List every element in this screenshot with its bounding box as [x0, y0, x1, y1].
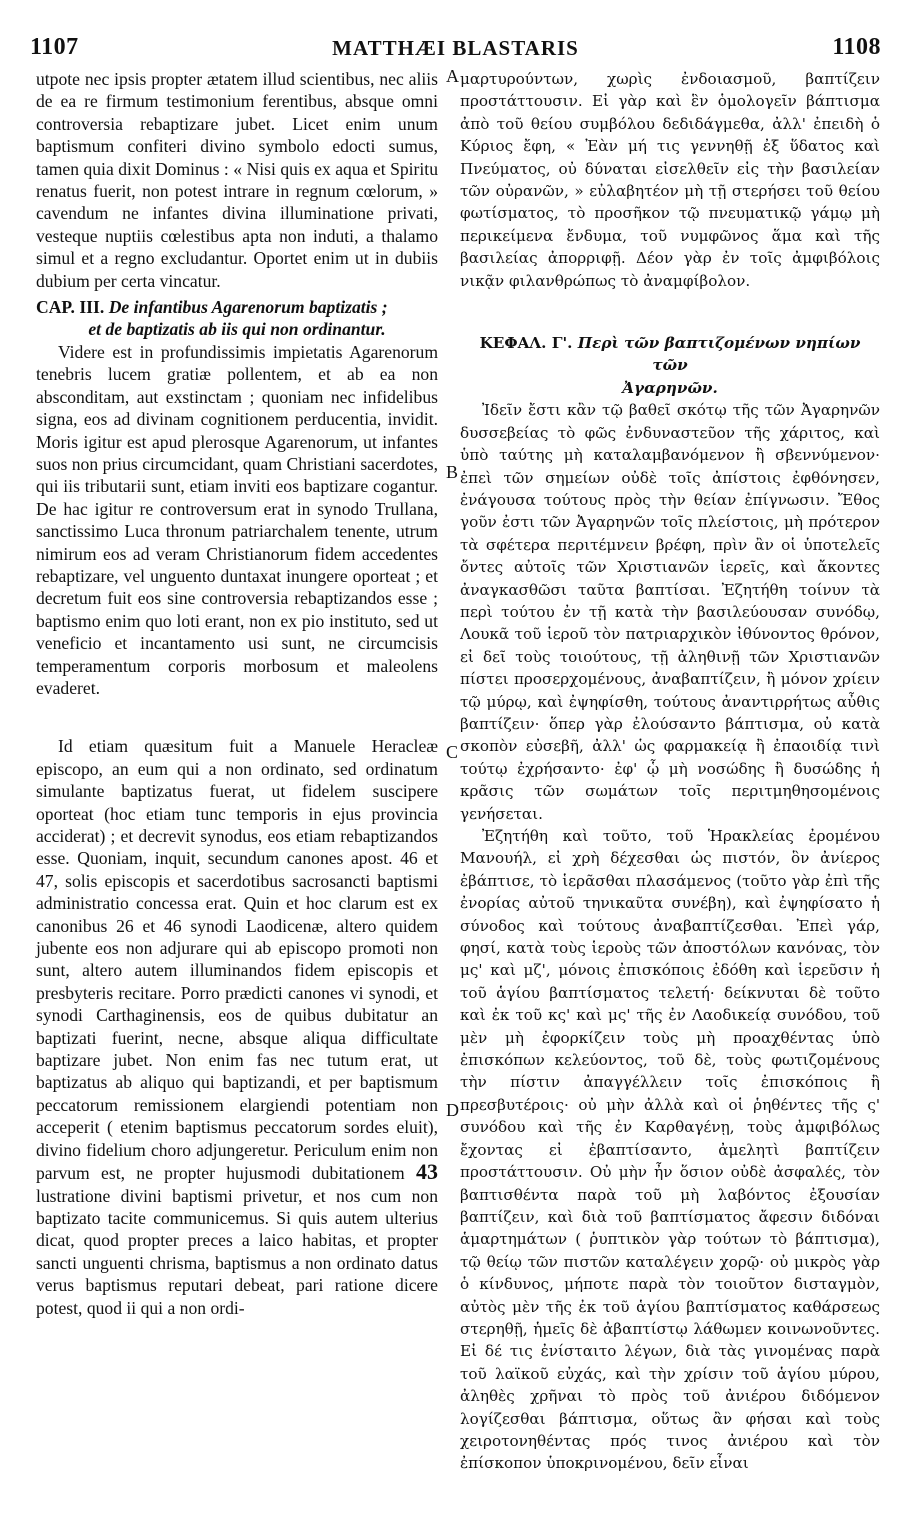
latin-paragraph-3-b: lustratione divini baptismi privetur, et nos cum non baptizato tacite communicemus. Si quis autem ulterius dicat, quod propter preces a laico habitas, et propter sancti unguenti chrisma, baptismus a non ordinato datus verus baptismus reputari debeat, pari ratione dicere potest, quod ii qui a non ordi- — [36, 1185, 438, 1318]
latin-paragraph-2: Videre est in profundissimis impietatis Agarenorum tenebris lucem gratiæ pollentem, et ab ea non absconditam, aut exstinctam ; quoniam nec infidelibus signa, eos ad divinam cognitionem perducentia, invidit. Moris igitur est apud plerosque Agarenorum, ut infantes suos non prius circumcidant, quam Christiani sacerdotes, qui iis tributarii sunt, etiam inviti eos baptizare cogantur. De hac igitur re controversum erat in synodo Trullana, sanctissimo Luca thronum patriarchalem tenente, utrum nimirum eos ad veram Christianorum fidem accedentes rebaptizare, vel unguento duntaxat inungere oporteat ; et decretum fuit eos sine controversia rebaptizandos esse ; baptismo enim quo loti erant, non ex pio instituto, sed ut veneficio et incantamento usi sunt, ne circumcisis temperamentum corporis morbosum et maleolens evaderet. — [36, 341, 438, 698]
greek-paragraph-2: Ἰδεῖν ἔστι κἂν τῷ βαθεῖ σκότῳ τῆς τῶν Ἀγαρηνῶν δυσσεβείας τὸ φῶς ἐνδυναστεῦον τῆς χάριτος, καὶ ὑπὸ ταύτης μὴ καταλαμβανόμενον ἢ σβεννύμενον· ἐπεὶ τῶν σημείων οὐδὲ τοῖς ἀπίστοις ἐφθόνησεν, ἐνάγουσα τούτους πρὸς τὴν θείαν ἐπίγνωσιν. Ἔθος γοῦν ἐστι τῶν Ἀγαρηνῶν τοῖς πλείστοις, μὴ πρότερον τὰ σφέτερα περιτέμνειν βρέφη, πρὶν ἂν οἱ ὑποτελεῖς ὄντες αὐτοῖς τῶν Χριστιανῶν ἱερεῖς, καὶ ἄκοντες ἀναγκασθῶσι ταῦτα βαπτίσαι. Ἐζητήθη τοίνυν τὰ περὶ τούτου ἐν τῇ κατὰ τὴν βασιλεύουσαν συνόδῳ, Λουκᾶ τοῦ ἱεροῦ τὸν πατριαρχικὸν ἰθύνοντος θρόνον, εἰ δεῖ τοὺς τοιούτους, τῇ ἀληθινῇ τῶν Χριστιανῶν πίστει προσερχομένους, ἀναβαπτίζειν, ἢ μόνον χρίειν τῷ μύρῳ, καὶ ἐψηφίσθη, τούτους ἀναντιρρήτως αὖθις βαπτίζειν· ὅπερ γὰρ ἐλούσαντο βάπτισμα, οὐ κατὰ σκοπὸν εὐσεβῆ, ἀλλ' ὡς φαρμακείᾳ ἢ ἐπαοιδίᾳ τινὶ τούτῳ ἐχρήσαντο· ἐφ' ᾧ μὴ νοσώδης ἢ δυσώδης ἡ κρᾶσις τῶν σωμάτων τοῖς περιτμηθησομένοις γενήσεται. — [460, 401, 880, 823]
greek-paragraph-3: Ἐζητήθη καὶ τοῦτο, τοῦ Ἡρακλείας ἐρομένου Μανουήλ, εἰ χρὴ δέχεσθαι ὡς πιστόν, ὃν ἀνίερος ἐβάπτισε, τὸ ἱερᾶσθαι πλασάμενος (τοῦτο γὰρ ἐπὶ τῆς ἐνορίας αὐτοῦ τηνικαῦτα συνέβη), καὶ ἐψηφίσατο ἡ σύνοδος καὶ τούτους ἀναβαπτίζεσθαι. Ἐπεὶ γάρ, φησί, κατὰ τοὺς ἱεροὺς τῶν ἀποστόλων κανόνας, τὸν μς' καὶ μζ', μόνοις ἐπισκόποις ἐδόθη καὶ ἱερεῦσιν ἡ τοῦ ἁγίου βαπτίσματος τελετή· δείκνυται δὲ τοῦτο καὶ ἐκ τοῦ κς' καὶ μς' τῆς ἐν Λαοδικείᾳ συνόδου, τοῦ μὲν μὴ ἐφορκίζειν τοὺς μὴ προαχθέντας ὑπὸ ἐπισκόπων κελεύοντος, τοῦ δὲ, τοὺς φωτιζομένους τὴν πίστιν ἀπαγγέλλειν τοῖς ἐπισκόποις ἢ πρεσβυτέροις· οὐ μὴν ἀλλὰ καὶ οἱ ῥηθέντες τῆς ς' συνόδου καὶ τῆς ἐν Καρθαγένῃ, τοὺς ἀμφιβόλως ἔχοντας εἰ ἐβαπτίσαντο, ἀμελητὶ βαπτίζειν προστάττουσιν. Οὐ μὴν ἦν ὅσιον οὐδὲ ἀσφαλές, τὸν βαπτισθέντα παρὰ τοῦ μὴ λαβόντος ἐξουσίαν βαπτίζειν, καὶ διὰ τοῦ βαπτίσματος ἄφεσιν διδόναι ἁμαρτημάτων ( ῥυπτικὸν γὰρ τούτων τὸ βάπτισμα), τῷ θείῳ τῶν πιστῶν καταλέγειν χορῷ· οὐ μικρὸς γὰρ ὁ κίνδυνος, μήποτε παρὰ τὸν τοιοῦτον δισταγμὸν, αὐτὸς μὲν τῆς ἐκ τοῦ ἁγίου βαπτίσματος καθάρσεως στερηθῇ, ἡμεῖς δὲ ἀβαπτίστῳ λάθωμεν κοινωνοῦντες. Εἰ δέ τις ἐνίσταιτο λέγων, διὰ τὰς γινομένας παρὰ τοῦ λαϊκοῦ εὐχάς, καὶ τὴν χρίσιν τοῦ ἁγίου μύρου, ἀληθὲς χρῆναι τὸ πρὸς τοῦ ἀνιέρου διδόμενον λογίζεσθαι βάπτισμα, οὕτως ἂν φήσαι καὶ τοὺς χειροτονηθέντας πρός τινος ἀνιέρου καὶ τὸν ἐπίσκοπον ὑποκρινομένου, δεῖν εἶναι — [460, 827, 880, 1473]
latin-paragraph-3 — [36, 735, 438, 1319]
latin-paragraph-1: utpote nec ipsis propter ætatem illud scientibus, nec aliis de ea re firmum testimonium ferentibus, absque omni controversia rebaptizare jubet. Licet enim unum baptismum confiteri divino symbolo edocti sumus, tamen quia dixit Dominus : « Nisi quis ex aqua et Spiritu renatus fuerit, non potest intrare in regnum cœlorum, » cavendum ne infantes divina illuminatione privati, vesteque nuptiis cœlestibus apta non induti, a thalamo simul et a regno excludantur. Oportet enim ut in dubiis dubium per certa vincatur. — [36, 69, 438, 291]
margin-letter-a: A — [446, 66, 459, 86]
paragraph-gap — [36, 699, 438, 735]
latin-column — [36, 68, 438, 1319]
latin-chapter-heading — [36, 296, 438, 341]
running-header — [30, 30, 881, 64]
margin-letter-b: B — [446, 462, 459, 482]
page-number-right: 1108 — [832, 34, 881, 60]
latin-chapter-title-2: et de baptizatis ab iis qui non ordinantur. — [88, 319, 386, 340]
running-title: MATTHÆI BLASTARIS — [332, 36, 579, 60]
greek-chapter-heading — [460, 332, 880, 399]
latin-chapter-label: CAP. III. — [36, 297, 105, 318]
signature-mark: 43 — [415, 1159, 438, 1185]
greek-chapter-title-2: Ἀγαρηνῶν. — [622, 378, 718, 397]
margin-letter-d: D — [446, 1100, 459, 1120]
greek-column — [460, 68, 880, 1475]
latin-chapter-title: De infantibus Agarenorum baptizatis ; — [108, 297, 388, 318]
latin-paragraph-3-a: Id etiam quæsitum fuit a Manuele Heracleæ episcopo, an eum qui a non ordinato, sed ordinatum simulante baptizatus fuerat, ut fidelem suscipere oporteat (hoc etiam tunc temporis in ejus provincia acciderat) ; et decrevit synodus, eos etiam rebaptizandos esse. Quoniam, inquit, secundum canones apost. 46 et 47, solis episcopis et sacerdotibus sacrosancti baptismi administratio concessa erat. Quin et hoc clarum est ex canonibus 26 et 46 synodi Laodicenæ, altero quidem jubente eos non adjurare qui ab episcopo promoti non sunt, altero autem illuminandos fidem episcopis et presbyteris recitare. Porro prædicti canones vi synodi, et synodi Carthaginensis, eos de quibus dubitatur an baptizati fuerint, necne, absque aliqua difficultate baptizare jubet. Non enim fas nec tutum erat, ut baptizatus ab aliquo qui baptizandi, et per baptismum peccatorum remissionem elargiendi potentiam non acceperit ( etenim baptismus peccatorum sordes eluit), divino fidelium choro adjungeretur. Periculum enim non parvum est, ne propter hujusmodi dubitationem — [36, 736, 438, 1184]
margin-letter-c: C — [446, 742, 459, 762]
page-number-left: 1107 — [30, 34, 79, 60]
greek-paragraph-1: μαρτυρούντων, χωρὶς ἐνδοιασμοῦ, βαπτίζειν προστάττουσιν. Εἰ γὰρ καὶ ἓν ὁμολογεῖν βάπτισμα ἀπὸ τοῦ θείου συμβόλου δεδιδάγμεθα, ἀλλ' ἐπειδὴ ὁ Κύριος ἔφη, « Ἐὰν μή τις γεννηθῇ ἐξ ὕδατος καὶ Πνεύματος, οὐ δύναται εἰσελθεῖν εἰς τὴν βασιλείαν τῶν οὐρανῶν, » εὐλαβητέον μὴ τῇ στερήσει τοῦ θείου φωτίσματος, τὸ προσῆκον τῷ πνευματικῷ γάμῳ μὴ περικείμενα ἔνδυμα, τοῦ νυμφῶνος ἅμα καὶ τῆς βασιλείας ἀπορριφῇ. Δέον γὰρ ἐν τοῖς ἀμφιβόλοις νικᾷν φιλανθρώπως τὸ ἀναμφίβολον. — [460, 70, 880, 290]
greek-chapter-title: Περὶ τῶν βαπτιζομένων νηπίων τῶν — [577, 334, 861, 375]
greek-chapter-label: ΚΕΦΑΛ. Γ'. — [479, 334, 573, 353]
